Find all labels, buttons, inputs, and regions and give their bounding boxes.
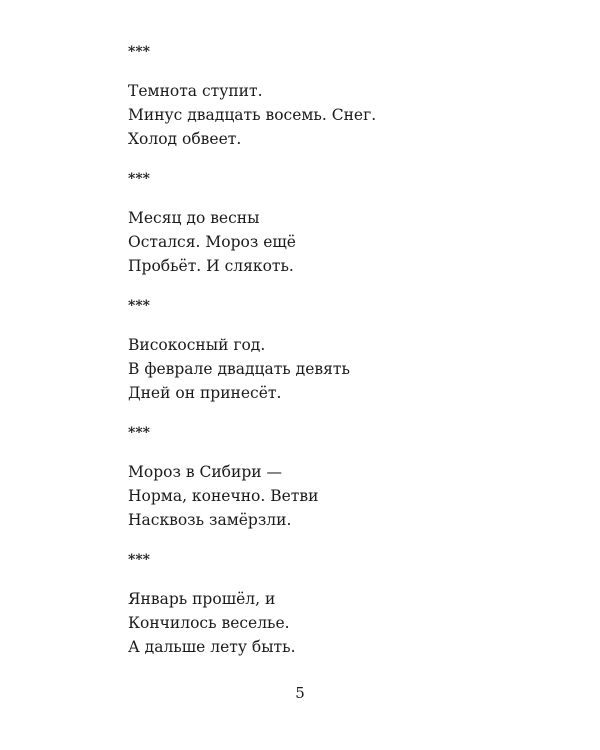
poem-separator: ***: [128, 552, 150, 568]
poem-line: Остался. Мороз ещё: [128, 233, 296, 251]
poem-2: [128, 172, 528, 278]
poem-4: [128, 426, 528, 532]
poem-separator: ***: [128, 171, 150, 187]
poem-line: Холод обвеет.: [128, 130, 242, 148]
poem-line: Минус двадцать восемь. Снег.: [128, 106, 377, 124]
poem-separator: ***: [128, 44, 150, 60]
poem-lines: [128, 333, 528, 405]
poem-line: Месяц до весны: [128, 209, 260, 227]
poem-lines: [128, 587, 528, 659]
poem-line: Кончилось веселье.: [128, 614, 290, 632]
poem-line: Мороз в Сибири —: [128, 463, 283, 481]
poem-lines: [128, 206, 528, 278]
poem-lines: [128, 460, 528, 532]
poem-3: [128, 299, 528, 405]
poem-separator: ***: [128, 425, 150, 441]
poem-1: [128, 45, 528, 151]
poem-line: Пробьёт. И слякоть.: [128, 257, 294, 275]
poem-line: Норма, конечно. Ветви: [128, 487, 319, 505]
poem-line: Високосный год.: [128, 336, 266, 354]
page-number: 5: [295, 684, 305, 702]
poem-separator: ***: [128, 298, 150, 314]
poem-line: Темнота ступит.: [128, 82, 263, 100]
poem-5: [128, 553, 528, 659]
poem-line: Насквозь замёрзли.: [128, 511, 292, 529]
poem-line: В феврале двадцать девять: [128, 360, 350, 378]
poem-lines: [128, 79, 528, 151]
poem-line: Дней он принесёт.: [128, 384, 282, 402]
poem-line: Январь прошёл, и: [128, 590, 276, 608]
poem-line: А дальше лету быть.: [128, 638, 296, 656]
